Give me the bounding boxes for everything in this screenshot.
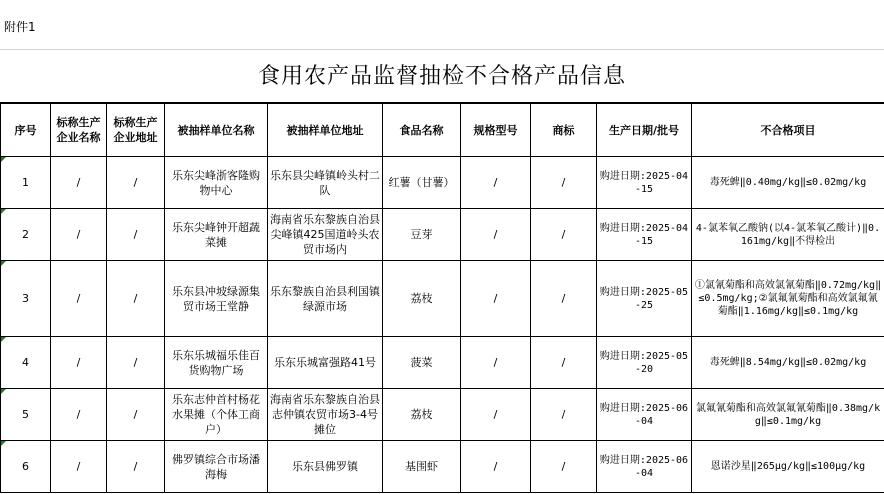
cell-spec[interactable]: / (461, 389, 531, 441)
cell-sampled-unit-address[interactable]: 乐东县佛罗镇 (268, 441, 383, 493)
header-trademark[interactable]: 商标 (531, 104, 597, 157)
table-row (1, 209, 884, 261)
table-row (1, 157, 884, 209)
cell-sampled-unit-address[interactable]: 乐东黎族自治县利国镇绿源市场 (268, 261, 383, 337)
cell-production-date[interactable]: 购进日期:2025-04-15 (597, 209, 692, 261)
cell-failed-items[interactable]: 毒死蜱‖0.40mg/kg‖≤0.02mg/kg (692, 157, 884, 209)
header-failed-items[interactable]: 不合格项目 (692, 104, 884, 157)
cell-production-date[interactable]: 购进日期:2025-05-25 (597, 261, 692, 337)
cell-producer-address[interactable]: / (107, 209, 165, 261)
table-row (1, 337, 884, 389)
cell-spec[interactable]: / (461, 157, 531, 209)
cell-food-name[interactable]: 豆芽 (383, 209, 461, 261)
cell-producer-address[interactable]: / (107, 157, 165, 209)
cell-sampled-unit-name[interactable]: 乐东尖峰浙客隆购物中心 (165, 157, 268, 209)
header-producer-name[interactable]: 标称生产企业名称 (51, 104, 107, 157)
table-row (1, 389, 884, 441)
cell-sampled-unit-name[interactable]: 乐东县冲坡绿源集贸市场王堂静 (165, 261, 268, 337)
cell-trademark[interactable]: / (531, 389, 597, 441)
cell-food-name[interactable]: 菠菜 (383, 337, 461, 389)
cell-production-date[interactable]: 购进日期:2025-05-20 (597, 337, 692, 389)
cell-spec[interactable]: / (461, 209, 531, 261)
cell-producer-address[interactable]: / (107, 441, 165, 493)
cell-spec[interactable]: / (461, 441, 531, 493)
cell-producer-name[interactable]: / (51, 441, 107, 493)
cell-food-name[interactable]: 荔枝 (383, 261, 461, 337)
cell-trademark[interactable]: / (531, 337, 597, 389)
cell-seq[interactable]: 4 (1, 337, 51, 389)
cell-failed-items[interactable]: 4-氯苯氧乙酸钠(以4-氯苯氧乙酸计)‖0.161mg/kg‖不得检出 (692, 209, 884, 261)
cell-producer-name[interactable]: / (51, 337, 107, 389)
cell-production-date[interactable]: 购进日期:2025-06-04 (597, 389, 692, 441)
cell-sampled-unit-address[interactable]: 乐东乐城富强路41号 (268, 337, 383, 389)
cell-trademark[interactable]: / (531, 261, 597, 337)
header-producer-address[interactable]: 标称生产企业地址 (107, 104, 165, 157)
cell-producer-name[interactable]: / (51, 261, 107, 337)
cell-sampled-unit-name[interactable]: 佛罗镇综合市场潘海梅 (165, 441, 268, 493)
header-food-name[interactable]: 食品名称 (383, 104, 461, 157)
cell-seq[interactable]: 6 (1, 441, 51, 493)
cell-spec[interactable]: / (461, 337, 531, 389)
cell-producer-name[interactable]: / (51, 157, 107, 209)
cell-food-name[interactable]: 基围虾 (383, 441, 461, 493)
cell-food-name[interactable]: 荔枝 (383, 389, 461, 441)
cell-sampled-unit-address[interactable]: 海南省乐东黎族自治县志仲镇农贸市场3-4号摊位 (268, 389, 383, 441)
cell-producer-name[interactable]: / (51, 389, 107, 441)
cell-seq[interactable]: 5 (1, 389, 51, 441)
cell-sampled-unit-address[interactable]: 海南省乐东黎族自治县尖峰镇425国道岭头农贸市场内 (268, 209, 383, 261)
unqualified-products-table (0, 103, 884, 493)
header-sampled-unit-name[interactable]: 被抽样单位名称 (165, 104, 268, 157)
cell-spec[interactable]: / (461, 261, 531, 337)
cell-seq[interactable]: 2 (1, 209, 51, 261)
cell-producer-name[interactable]: / (51, 209, 107, 261)
cell-production-date[interactable]: 购进日期:2025-06-04 (597, 441, 692, 493)
table-row (1, 261, 884, 337)
attachment-label: 附件1 (0, 0, 884, 50)
cell-producer-address[interactable]: / (107, 337, 165, 389)
header-seq[interactable]: 序号 (1, 104, 51, 157)
cell-trademark[interactable]: / (531, 209, 597, 261)
table-row (1, 441, 884, 493)
cell-failed-items[interactable]: 氯氟氰菊酯和高效氯氟氰菊酯‖0.38mg/kg‖≤0.1mg/kg (692, 389, 884, 441)
cell-sampled-unit-name[interactable]: 乐东尖峰钟开超蔬菜摊 (165, 209, 268, 261)
cell-sampled-unit-name[interactable]: 乐东志仲首村杨花水果摊（个体工商户） (165, 389, 268, 441)
cell-seq[interactable]: 3 (1, 261, 51, 337)
cell-sampled-unit-name[interactable]: 乐东乐城福乐佳百货购物广场 (165, 337, 268, 389)
header-production-date[interactable]: 生产日期/批号 (597, 104, 692, 157)
cell-trademark[interactable]: / (531, 441, 597, 493)
cell-failed-items[interactable]: ①氯氰菊酯和高效氯氰菊酯‖0.72mg/kg‖≤0.5mg/kg;②氯氟氰菊酯和高效氯氟氰菊酯‖1.16mg/kg‖≤0.1mg/kg (692, 261, 884, 337)
header-row (1, 104, 884, 157)
cell-producer-address[interactable]: / (107, 261, 165, 337)
cell-seq[interactable]: 1 (1, 157, 51, 209)
page-title: 食用农产品监督抽检不合格产品信息 (0, 50, 884, 103)
header-sampled-unit-address[interactable]: 被抽样单位地址 (268, 104, 383, 157)
cell-sampled-unit-address[interactable]: 乐东县尖峰镇岭头村二队 (268, 157, 383, 209)
cell-producer-address[interactable]: / (107, 389, 165, 441)
cell-production-date[interactable]: 购进日期:2025-04-15 (597, 157, 692, 209)
cell-failed-items[interactable]: 恩诺沙星‖265μg/kg‖≤100μg/kg (692, 441, 884, 493)
cell-food-name[interactable]: 红薯（甘薯） (383, 157, 461, 209)
cell-trademark[interactable]: / (531, 157, 597, 209)
cell-failed-items[interactable]: 毒死蜱‖8.54mg/kg‖≤0.02mg/kg (692, 337, 884, 389)
header-spec[interactable]: 规格型号 (461, 104, 531, 157)
